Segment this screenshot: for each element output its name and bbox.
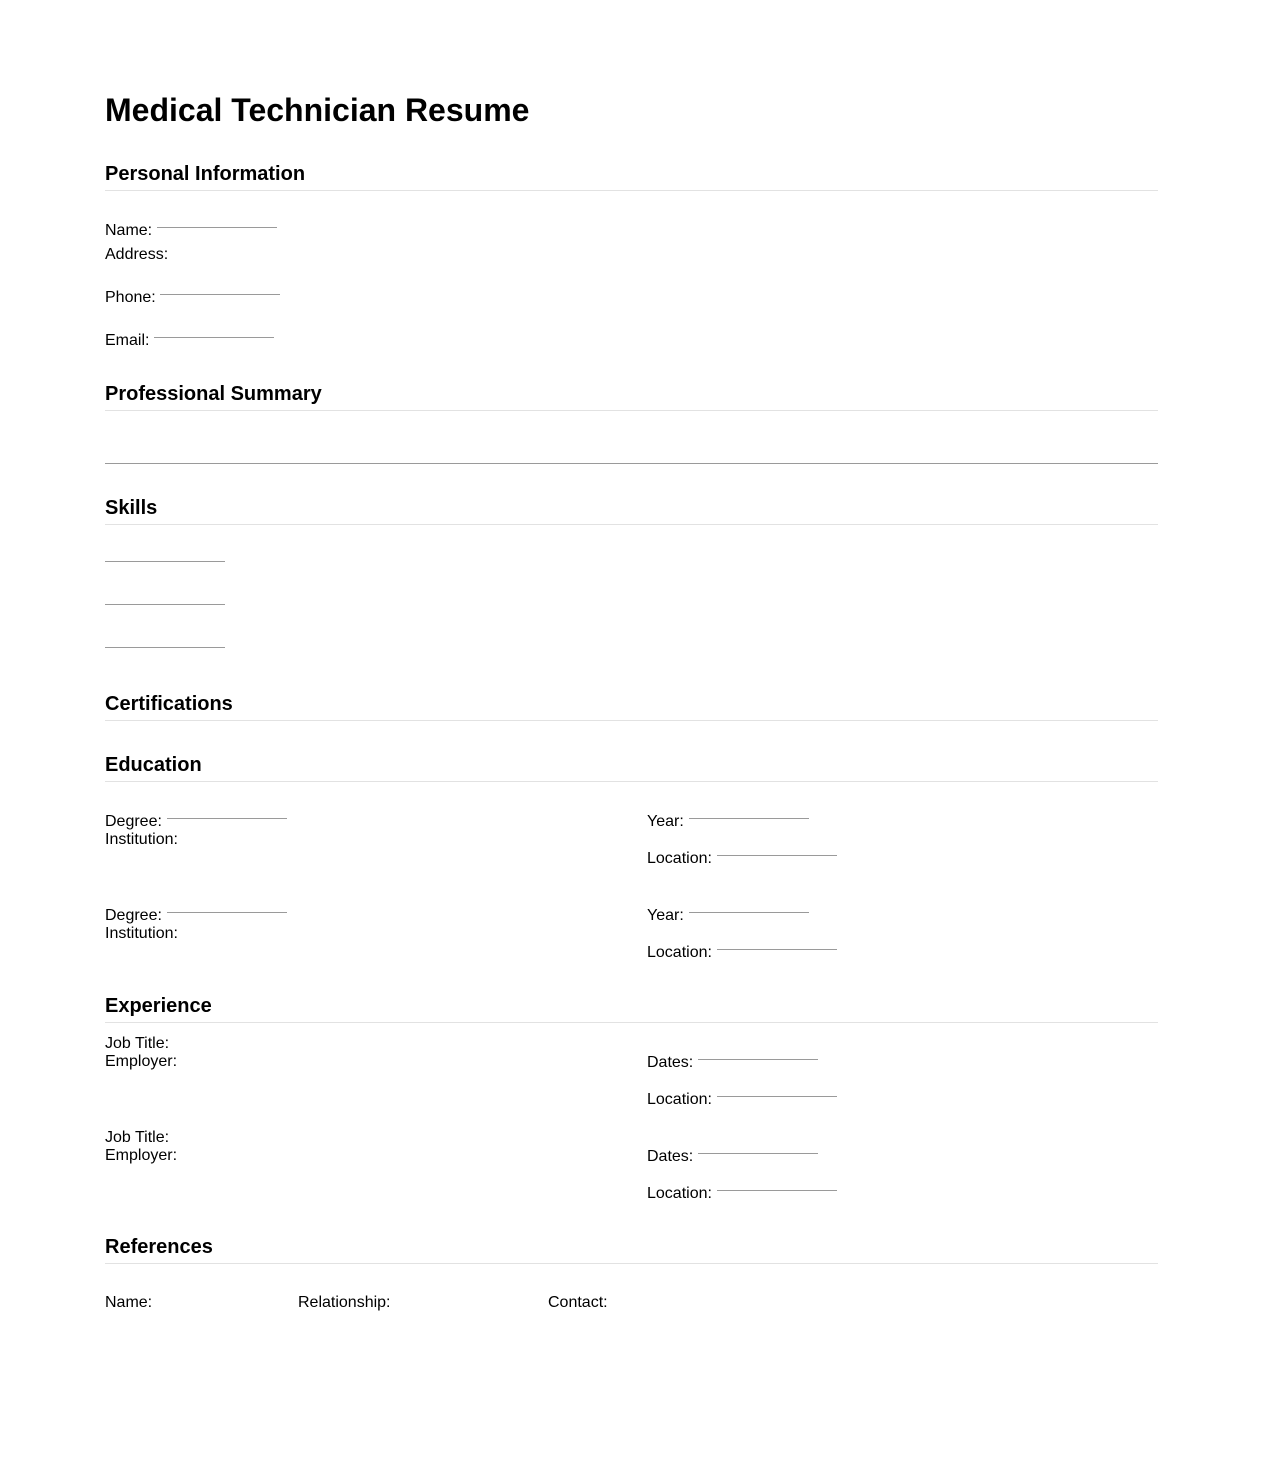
skill-field[interactable] bbox=[105, 604, 225, 605]
summary-field[interactable] bbox=[105, 463, 1158, 464]
location-label: Location: bbox=[647, 850, 712, 867]
dates-field[interactable] bbox=[698, 1153, 818, 1154]
experience-divider bbox=[105, 1022, 1158, 1023]
location-field[interactable] bbox=[717, 855, 837, 856]
references-divider bbox=[105, 1263, 1158, 1264]
location-label: Location: bbox=[647, 944, 712, 961]
name-label: Name: bbox=[105, 222, 153, 239]
skill-field[interactable] bbox=[105, 647, 225, 648]
references-heading: References bbox=[105, 1236, 213, 1258]
personal-info-heading: Personal Information bbox=[105, 163, 306, 185]
institution-label: Institution: bbox=[105, 925, 178, 942]
institution-label: Institution: bbox=[105, 831, 178, 848]
education-divider bbox=[105, 781, 1158, 782]
employer-label: Employer: bbox=[105, 1053, 178, 1070]
skills-divider bbox=[105, 524, 1158, 525]
location-field[interactable] bbox=[717, 1096, 837, 1097]
job-title-label: Job Title: bbox=[105, 1129, 170, 1146]
reference-relationship-header: Relationship: bbox=[298, 1294, 391, 1311]
phone-label: Phone: bbox=[105, 289, 156, 306]
dates-label: Dates: bbox=[647, 1054, 694, 1071]
location-label: Location: bbox=[647, 1185, 712, 1202]
year-field[interactable] bbox=[689, 912, 809, 913]
job-title-label: Job Title: bbox=[105, 1035, 170, 1052]
skills-heading: Skills bbox=[105, 497, 158, 519]
degree-field[interactable] bbox=[167, 818, 287, 819]
employer-label: Employer: bbox=[105, 1147, 178, 1164]
location-field[interactable] bbox=[717, 949, 837, 950]
document-title: Medical Technician Resume bbox=[105, 92, 530, 128]
dates-field[interactable] bbox=[698, 1059, 818, 1060]
email-label: Email: bbox=[105, 332, 150, 349]
certifications-divider bbox=[105, 720, 1158, 721]
year-label: Year: bbox=[647, 813, 684, 830]
education-heading: Education bbox=[105, 754, 202, 776]
summary-divider bbox=[105, 410, 1158, 411]
summary-heading: Professional Summary bbox=[105, 383, 322, 405]
skill-field[interactable] bbox=[105, 561, 225, 562]
dates-label: Dates: bbox=[647, 1148, 694, 1165]
phone-field[interactable] bbox=[160, 294, 280, 295]
experience-heading: Experience bbox=[105, 995, 212, 1017]
certifications-heading: Certifications bbox=[105, 693, 233, 715]
year-label: Year: bbox=[647, 907, 684, 924]
degree-label: Degree: bbox=[105, 813, 162, 830]
reference-contact-header: Contact: bbox=[548, 1294, 608, 1311]
degree-field[interactable] bbox=[167, 912, 287, 913]
year-field[interactable] bbox=[689, 818, 809, 819]
email-field[interactable] bbox=[154, 337, 274, 338]
degree-label: Degree: bbox=[105, 907, 162, 924]
address-label: Address: bbox=[105, 246, 169, 263]
location-label: Location: bbox=[647, 1091, 712, 1108]
location-field[interactable] bbox=[717, 1190, 837, 1191]
personal-info-divider bbox=[105, 190, 1158, 191]
reference-name-header: Name: bbox=[105, 1294, 153, 1311]
name-field[interactable] bbox=[157, 227, 277, 228]
